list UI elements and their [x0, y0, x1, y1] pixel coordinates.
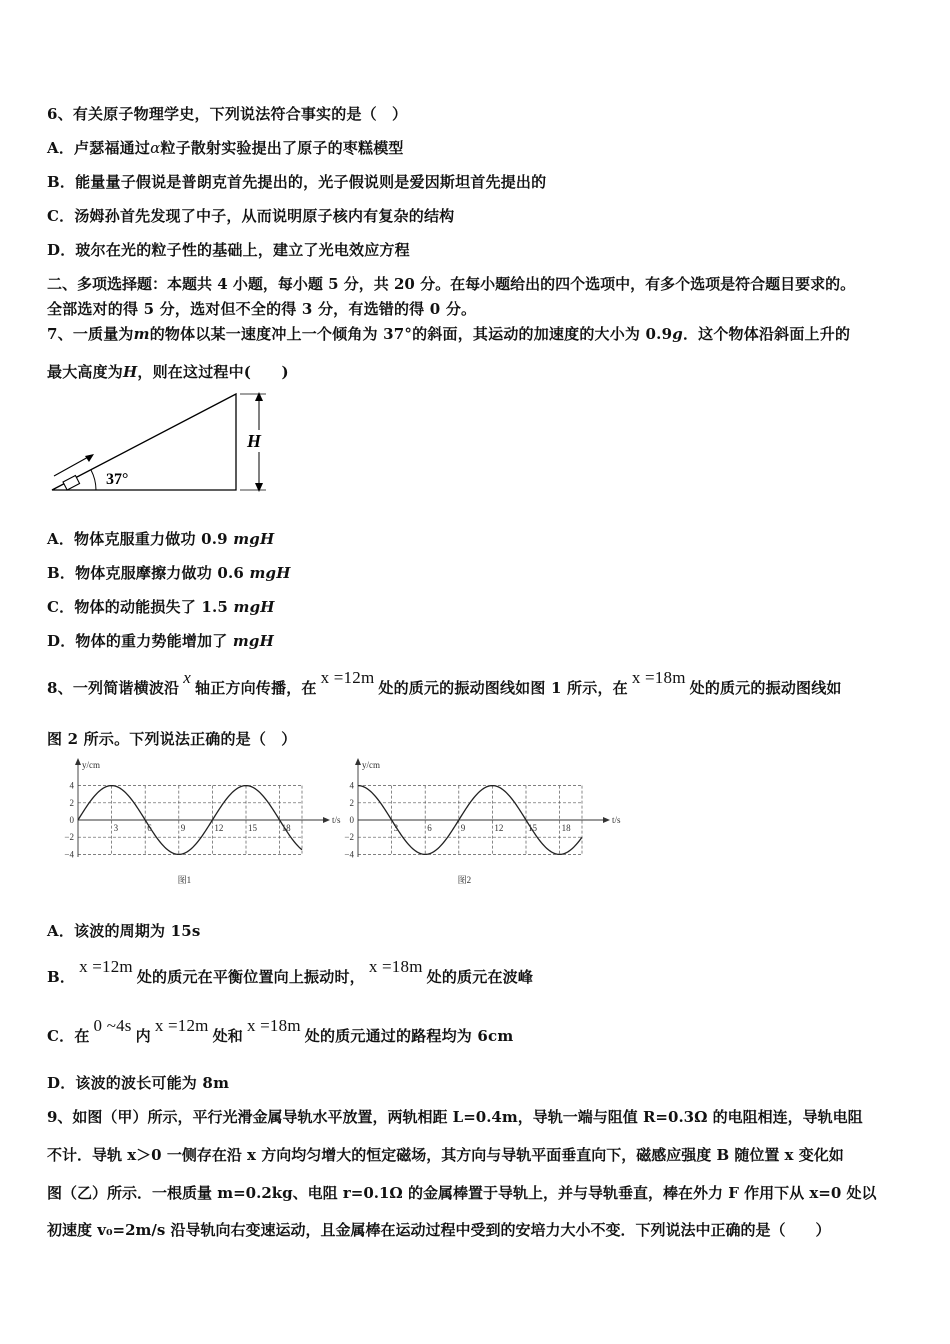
q7-option-b: B．物体克服摩擦力做功 0.6 mgH — [47, 564, 291, 582]
y-axis-arrow-2 — [355, 758, 361, 765]
q9-line2: 不计．导轨 x＞0 一侧存在沿 x 方向均匀增大的恒定磁场，其方向与导轨平面垂直向下，磁感应强度 B 随位置 x 变化如 — [47, 1146, 844, 1164]
q9-line4: 初速度 v₀=2m/s 沿导轨向右变速运动，且金属棒在运动过程中受到的安培力大小不变．下列说法中正确的是（ ） — [47, 1221, 831, 1239]
q8-stem-line2: 图 2 所示。下列说法正确的是（ ） — [47, 730, 297, 748]
t-tick-label: 3 — [113, 823, 119, 833]
y-tick-label: −4 — [344, 849, 354, 860]
t-tick-label: 12 — [214, 823, 224, 833]
t-axis-label: t/s — [332, 815, 341, 825]
q6-option-b: B．能量量子假说是普朗克首先提出的，光子假说则是爱因斯坦首先提出的 — [47, 173, 547, 191]
section2-line2: 全部选对的得 5 分，选对但不全的得 3 分，有选错的得 0 分。 — [47, 300, 477, 318]
q6-option-a: A．卢瑟福通过α粒子散射实验提出了原子的枣糕模型 — [47, 139, 404, 157]
q7-stem-line2: 最大高度为H，则在这过程中( ) — [47, 363, 289, 381]
incline-triangle — [52, 394, 236, 490]
y-tick-label: 0 — [69, 815, 74, 825]
y-tick-label: −4 — [64, 849, 74, 860]
y-tick-label: −2 — [64, 832, 74, 843]
q9-line3: 图（乙）所示．一根质量 m=0.2kg、电阻 r=0.1Ω 的金属棒置于导轨上，并与导轨垂直，棒在外力 F 作用下从 x=0 处以 — [47, 1184, 877, 1202]
t-tick-label: 12 — [494, 823, 504, 833]
y-tick-label: 4 — [349, 780, 354, 791]
q8-option-d: D．该波的波长可能为 8m — [47, 1074, 230, 1092]
q8-vibration-figures — [56, 757, 636, 892]
y-tick-label: 4 — [69, 780, 74, 791]
y-tick-label: 2 — [69, 797, 74, 808]
t-tick-label: 18 — [281, 823, 291, 833]
q8-option-c: C．在0 ~4s内x =12m处和x =18m处的质元通过的路程均为 6cm — [47, 1016, 514, 1045]
t-tick-label: 3 — [393, 823, 399, 833]
height-label: H — [247, 431, 262, 451]
q8-option-b: B．x =12m处的质元在平衡位置向上振动时，x =18m处的质元在波峰 — [47, 957, 534, 986]
t-tick-label: 9 — [180, 823, 186, 833]
y-axis-label: y/cm — [82, 760, 100, 770]
t-axis-arrow-2 — [603, 817, 610, 823]
q7-option-c: C．物体的动能损失了 1.5 mgH — [47, 598, 275, 616]
t-tick-label: 6 — [427, 823, 432, 833]
section2-line1: 二、多项选择题：本题共 4 小题，每小题 5 分，共 20 分。在每小题给出的四个选项中，有多个选项是符合题目要求的。 — [47, 275, 856, 293]
q7-option-d: D．物体的重力势能增加了 mgH — [47, 632, 274, 650]
q7-stem-line1: 7、一质量为m的物体以某一速度冲上一个倾角为 37°的斜面，其运动的加速度的大小为 0.9g．这个物体沿斜面上升的 — [47, 325, 851, 343]
q6-stem: 6、有关原子物理学史，下列说法符合事实的是（ ） — [47, 105, 408, 123]
q7-option-a: A．物体克服重力做功 0.9 mgH — [47, 530, 275, 548]
angle-arc — [91, 470, 96, 490]
angle-label: 37° — [106, 471, 129, 488]
arrow-head — [85, 454, 94, 462]
y-tick-label: −2 — [344, 832, 354, 843]
block — [63, 476, 80, 490]
q6-option-c: C．汤姆孙首先发现了中子，从而说明原子核内有复杂的结构 — [47, 207, 455, 225]
t-tick-label: 6 — [147, 823, 152, 833]
figure-caption-1: 图1 — [177, 875, 192, 885]
t-axis-arrow-1 — [323, 817, 330, 823]
y-axis-label: y/cm — [362, 760, 380, 770]
t-tick-label: 15 — [528, 823, 537, 833]
q7-incline-figure — [46, 386, 286, 496]
figure-caption-2: 图2 — [457, 875, 472, 885]
q8-option-a: A．该波的周期为 15s — [47, 922, 201, 940]
q6-option-d: D．玻尔在光的粒子性的基础上，建立了光电效应方程 — [47, 241, 410, 259]
q8-stem-line1: 8、一列简谐横波沿x轴正方向传播，在x =12m处的质元的振动图线如图 1 所示，在x =18m处的质元的振动图线如 — [47, 668, 842, 697]
t-tick-label: 15 — [248, 823, 257, 833]
t-axis-label: t/s — [612, 815, 621, 825]
y-tick-label: 2 — [349, 797, 354, 808]
q9-line1: 9、如图（甲）所示，平行光滑金属导轨水平放置，两轨相距 L=0.4m，导轨一端与阻值 R=0.3Ω 的电阻相连，导轨电阻 — [47, 1108, 863, 1126]
t-tick-label: 18 — [561, 823, 571, 833]
t-tick-label: 9 — [460, 823, 466, 833]
y-tick-label: 0 — [349, 815, 354, 825]
y-axis-arrow-1 — [75, 758, 81, 765]
